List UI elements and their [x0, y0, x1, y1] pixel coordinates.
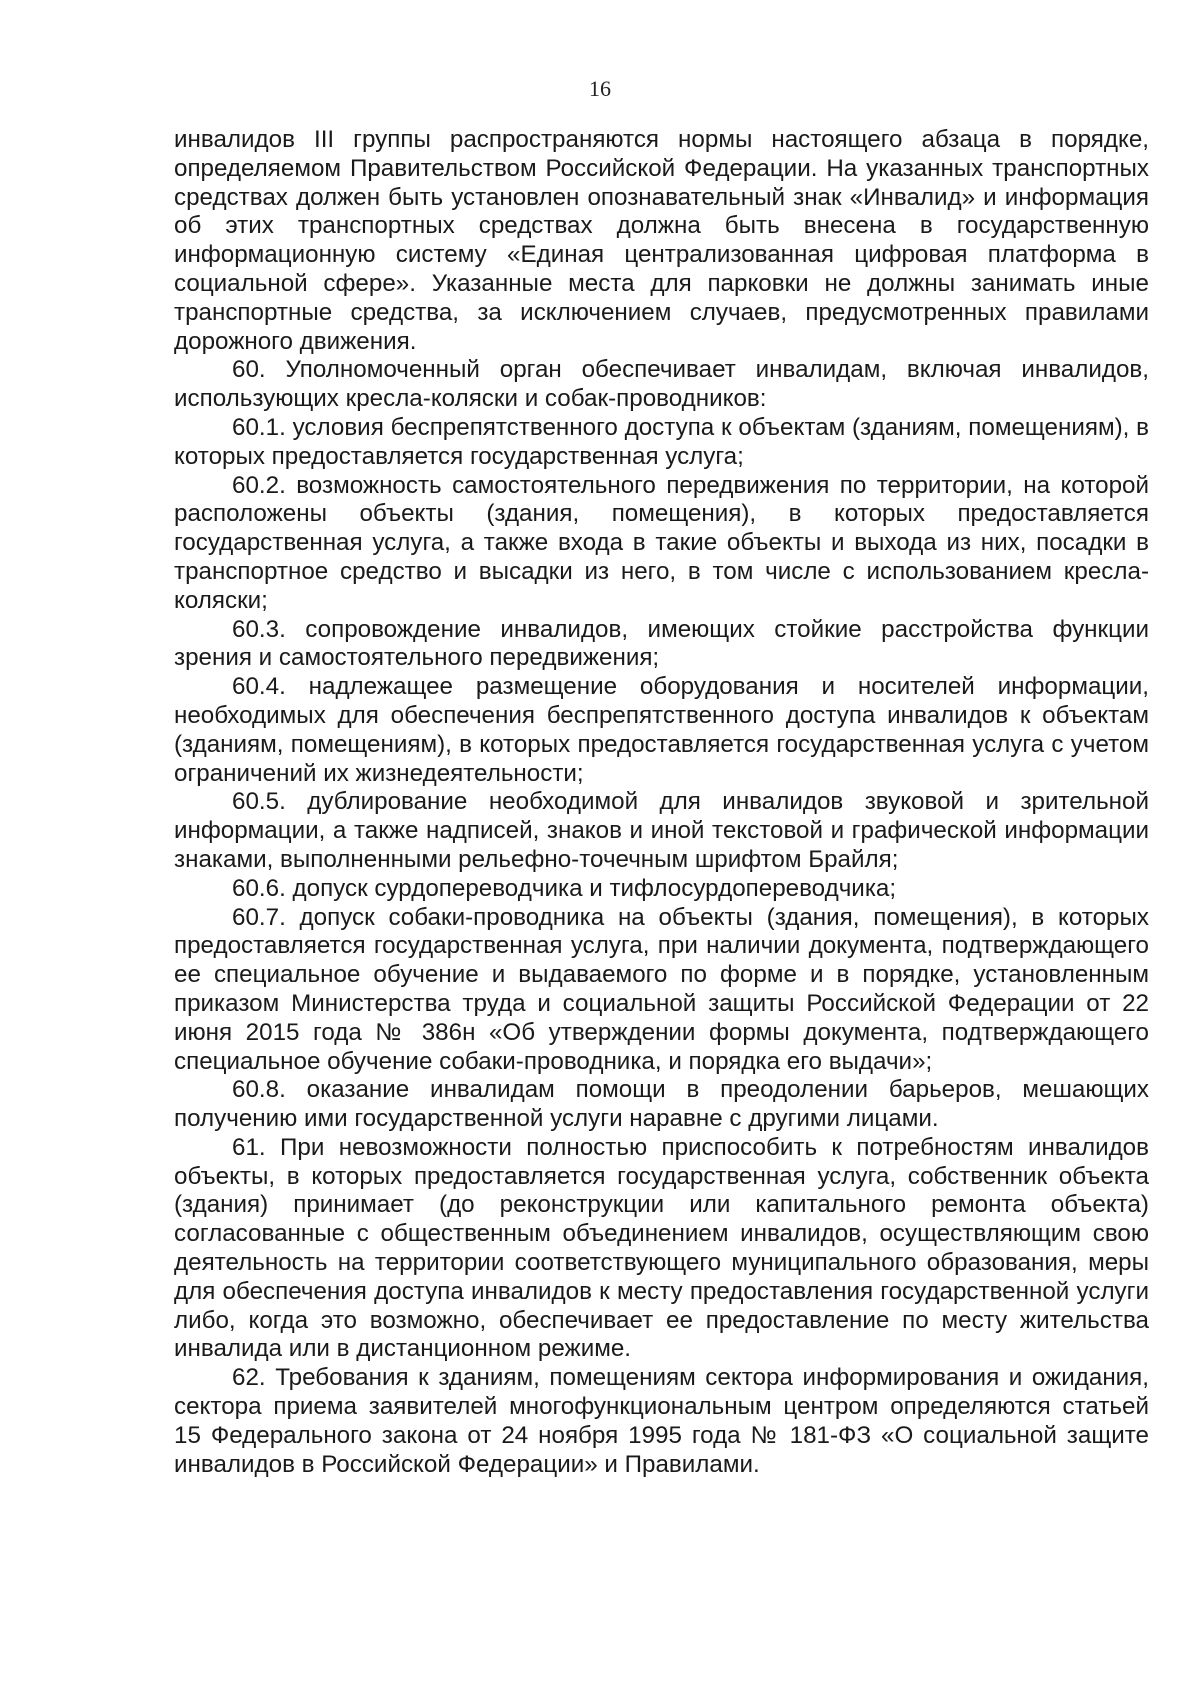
paragraph-60: 60. Уполномоченный орган обеспечивает инвалидам, включая инвалидов, использующих кресла-коляски и собак-проводников: [174, 356, 1149, 413]
paragraph-60-7: 60.7. допуск собаки-проводника на объекты (здания, помещения), в которых предоставляется государственная услуга, при наличии документа, подтверждающего ее специальное обучение и выдаваемого по форме и в порядке, установленным приказом Министерства труда и социальной защиты Российской Федерации от 22 июня 2015 года № 386н «Об утверждении формы документа, подтверждающего специальное обучение собаки-проводника, и порядка его выдачи»; [174, 903, 1149, 1075]
paragraph-60-2: 60.2. возможность самостоятельного передвижения по территории, на которой расположены объекты (здания, помещения), в которых предоставляется государственная услуга, а также входа в такие объекты и выхода из них, посадки в транспортное средство и высадки из него, в том числе с использованием кресла-коляски; [174, 471, 1149, 614]
paragraph-62: 62. Требования к зданиям, помещениям сектора информирования и ожидания, сектора приема заявителей многофункциональным центром определяются статьей 15 Федерального закона от 24 ноября 1995 года № 181-ФЗ «О социальной защите инвалидов в Российской Федерации» и Правилами. [174, 1364, 1149, 1478]
paragraph-61: 61. При невозможности полностью приспособить к потребностям инвалидов объекты, в которых предоставляется государственная услуга, собственник объекта (здания) принимает (до реконструкции или капитального ремонта объекта) согласованные с общественным объединением инвалидов, осуществляющим свою деятельность на территории соответствующего муниципального образования, меры для обеспечения доступа инвалидов к месту предоставления государственной услуги либо, когда это возможно, обеспечивает ее предоставление по месту жительства инвалида или в дистанционном режиме. [174, 1133, 1149, 1363]
paragraph-60-4: 60.4. надлежащее размещение оборудования и носителей информации, необходимых для обеспечения беспрепятственного доступа инвалидов к объектам (зданиям, помещениям), в которых предоставляется государственная услуга с учетом ограничений их жизнедеятельности; [174, 673, 1149, 787]
document-body [174, 126, 1149, 1479]
paragraph-60-8: 60.8. оказание инвалидам помощи в преодолении барьеров, мешающих получению ими государственной услуги наравне с другими лицами. [174, 1076, 1149, 1133]
paragraph-intro-continuation: инвалидов III группы распространяются нормы настоящего абзаца в порядке, определяемом Правительством Российской Федерации. На указанных транспортных средствах должен быть установлен опознавательный знак «Инвалид» и информация об этих транспортных средствах должна быть внесена в государственную информационную систему «Единая централизованная цифровая платформа в социальной сфере». Указанные места для парковки не должны занимать иные транспортные средства, за исключением случаев, предусмотренных правилами дорожного движения. [174, 126, 1149, 355]
paragraph-60-6: 60.6. допуск сурдопереводчика и тифлосурдопереводчика; [232, 874, 897, 902]
paragraph-60-3: 60.3. сопровождение инвалидов, имеющих стойкие расстройства функции зрения и самостоятельного передвижения; [174, 615, 1149, 672]
page-number: 16 [589, 76, 611, 101]
paragraph-60-5: 60.5. дублирование необходимой для инвалидов звуковой и зрительной информации, а также надписей, знаков и иной текстовой и графической информации знаками, выполненными рельефно-точечным шрифтом Брайля; [174, 788, 1149, 873]
paragraph-60-1: 60.1. условия беспрепятственного доступа к объектам (зданиям, помещениям), в которых предоставляется государственная услуга; [174, 413, 1149, 470]
